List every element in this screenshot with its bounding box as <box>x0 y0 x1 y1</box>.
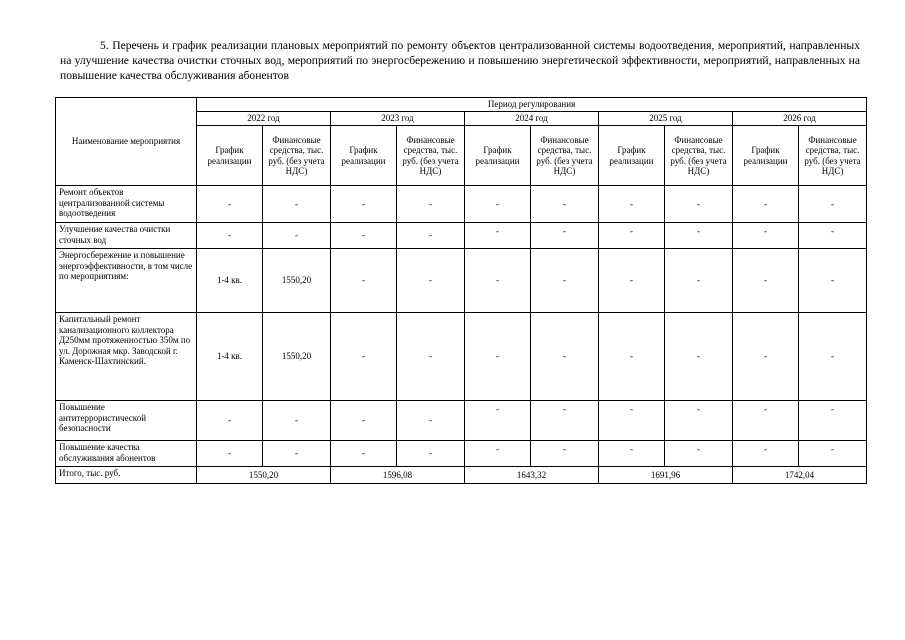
schedule-cell: - <box>733 313 799 401</box>
finance-cell: - <box>799 186 867 223</box>
finance-cell: - <box>263 441 331 467</box>
finance-cell: - <box>799 313 867 401</box>
schedule-cell: - <box>331 401 397 441</box>
schedule-cell: - <box>465 313 531 401</box>
year-header: 2024 год <box>465 112 599 126</box>
activity-name: Ремонт объектов централизованной системы водоотведения <box>56 186 197 223</box>
table-row <box>56 401 867 441</box>
finance-cell: - <box>799 401 867 441</box>
schedule-cell: - <box>331 223 397 249</box>
schedule-cell: - <box>465 223 531 249</box>
table-row <box>56 313 867 401</box>
schedule-cell: - <box>197 186 263 223</box>
table-row <box>56 186 867 223</box>
schedule-cell: - <box>599 441 665 467</box>
schedule-cell: - <box>733 441 799 467</box>
finance-cell: 1550,20 <box>263 313 331 401</box>
year-header: 2026 год <box>733 112 867 126</box>
finance-cell: - <box>397 313 465 401</box>
name-header: Наименование мероприятия <box>56 98 197 186</box>
schedule-cell: 1-4 кв. <box>197 313 263 401</box>
schedule-cell: - <box>331 249 397 313</box>
schedule-cell: 1-4 кв. <box>197 249 263 313</box>
schedule-cell: - <box>465 249 531 313</box>
finance-cell: - <box>397 441 465 467</box>
schedule-header: График реализации <box>331 126 397 186</box>
schedule-header: График реализации <box>599 126 665 186</box>
total-value: 1643,32 <box>465 467 599 484</box>
year-header: 2022 год <box>197 112 331 126</box>
activity-name: Улучшение качества очистки сточных вод <box>56 223 197 249</box>
finance-cell: - <box>263 223 331 249</box>
finance-cell: - <box>397 401 465 441</box>
finance-header: Финансовые средства, тыс. руб. (без учета НДС) <box>665 126 733 186</box>
schedule-cell: - <box>599 313 665 401</box>
schedule-cell: - <box>197 223 263 249</box>
table-row <box>56 441 867 467</box>
finance-cell: 1550,20 <box>263 249 331 313</box>
table-row <box>56 249 867 313</box>
total-value: 1742,04 <box>733 467 867 484</box>
finance-cell: - <box>263 401 331 441</box>
finance-cell: - <box>531 223 599 249</box>
finance-cell: - <box>397 249 465 313</box>
finance-header: Финансовые средства, тыс. руб. (без учета НДС) <box>263 126 331 186</box>
schedule-cell: - <box>733 223 799 249</box>
finance-cell: - <box>799 223 867 249</box>
finance-cell: - <box>531 441 599 467</box>
activity-name: Повышение антитеррористической безопасности <box>56 401 197 441</box>
finance-cell: - <box>531 313 599 401</box>
schedule-header: График реализации <box>197 126 263 186</box>
total-value: 1550,20 <box>197 467 331 484</box>
schedule-cell: - <box>733 249 799 313</box>
total-value: 1596,08 <box>331 467 465 484</box>
year-header: 2025 год <box>599 112 733 126</box>
schedule-cell: - <box>733 186 799 223</box>
schedule-cell: - <box>331 441 397 467</box>
schedule-cell: - <box>197 401 263 441</box>
schedule-cell: - <box>197 441 263 467</box>
finance-cell: - <box>531 186 599 223</box>
finance-cell: - <box>397 186 465 223</box>
schedule-header: График реализации <box>733 126 799 186</box>
activity-name: Повышение качества обслуживания абонентов <box>56 441 197 467</box>
total-row <box>56 467 867 484</box>
finance-header: Финансовые средства, тыс. руб. (без учета НДС) <box>799 126 867 186</box>
table-row <box>56 223 867 249</box>
finance-cell: - <box>799 249 867 313</box>
schedule-cell: - <box>733 401 799 441</box>
finance-cell: - <box>665 313 733 401</box>
schedule-cell: - <box>599 186 665 223</box>
schedule-cell: - <box>465 441 531 467</box>
schedule-cell: - <box>331 313 397 401</box>
document-heading: 5. Перечень и график реализации плановых мероприятий по ремонту объектов централизованной системы водоотведения, мероприятий, направленных на улучшение качества очистки сточных вод, мероприятий по энергосбережению и повышению энергетической эффективности, мероприятий, направленных на повышение качества обслуживания абонентов <box>60 39 860 82</box>
schedule-header: График реализации <box>465 126 531 186</box>
schedule-cell: - <box>465 186 531 223</box>
schedule-cell: - <box>331 186 397 223</box>
finance-cell: - <box>263 186 331 223</box>
finance-cell: - <box>665 249 733 313</box>
schedule-cell: - <box>599 401 665 441</box>
finance-header: Финансовые средства, тыс. руб. (без учета НДС) <box>531 126 599 186</box>
total-label: Итого, тыс. руб. <box>56 467 197 484</box>
finance-cell: - <box>665 401 733 441</box>
schedule-cell: - <box>599 223 665 249</box>
finance-cell: - <box>665 441 733 467</box>
plan-table <box>55 97 867 484</box>
total-value: 1691,96 <box>599 467 733 484</box>
finance-cell: - <box>531 249 599 313</box>
finance-cell: - <box>665 223 733 249</box>
finance-cell: - <box>397 223 465 249</box>
finance-cell: - <box>799 441 867 467</box>
schedule-cell: - <box>465 401 531 441</box>
year-header: 2023 год <box>331 112 465 126</box>
schedule-cell: - <box>599 249 665 313</box>
period-header: Период регулирования <box>197 98 867 112</box>
finance-cell: - <box>531 401 599 441</box>
activity-name: Капитальный ремонт канализационного коллектора Д250мм протяженностью 350м по ул. Дорожная мкр. Заводской г. Каменск-Шахтинский. <box>56 313 197 401</box>
finance-header: Финансовые средства, тыс. руб. (без учета НДС) <box>397 126 465 186</box>
activity-name: Энергосбережение и повышение энергоэффективности, в том числе по мероприятиям: <box>56 249 197 313</box>
finance-cell: - <box>665 186 733 223</box>
